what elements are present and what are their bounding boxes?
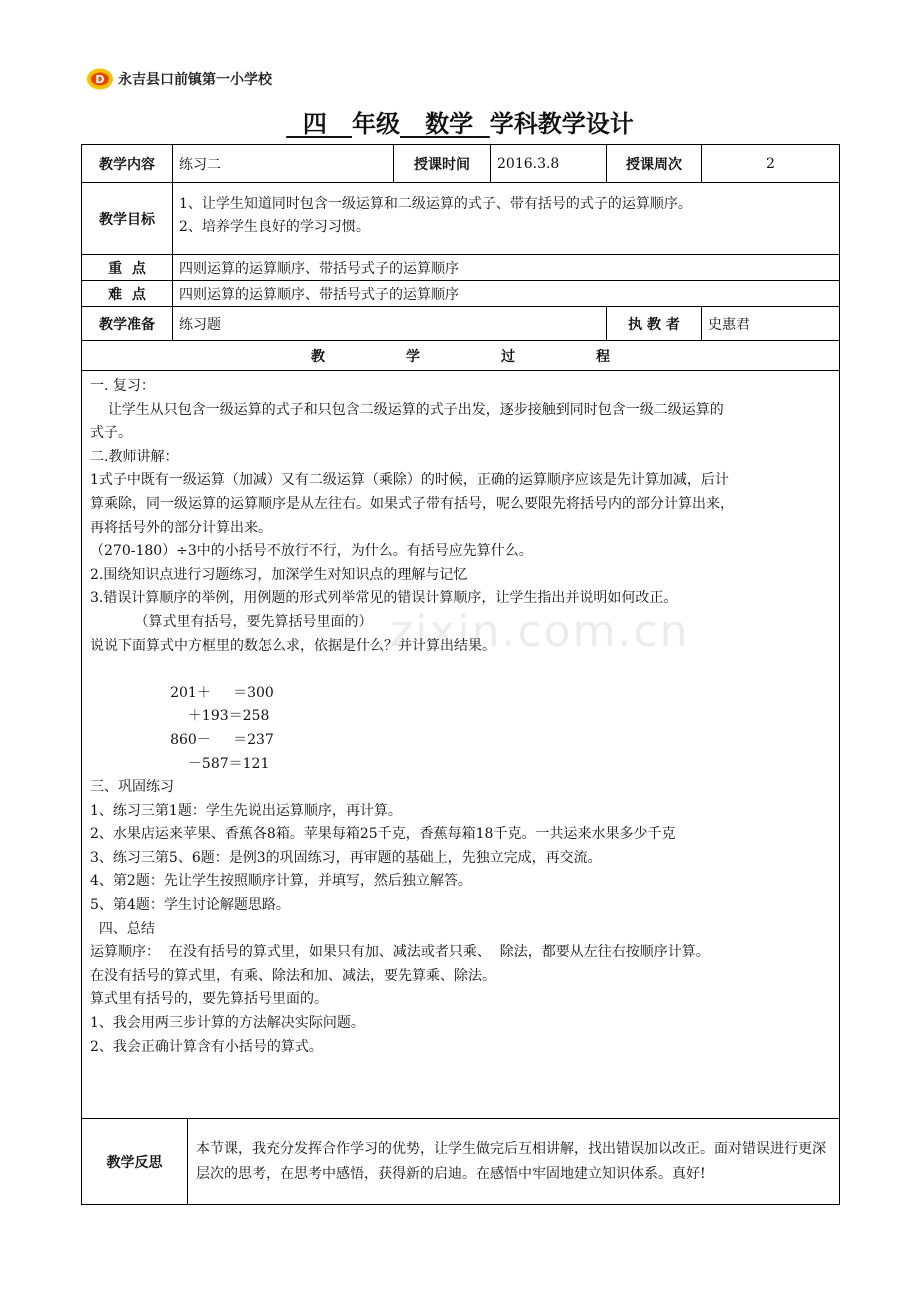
svg-text:D: D [95,73,105,86]
info-row-prep [82,307,840,341]
process-line: 二.教师讲解： [90,448,179,465]
reflection-label: 教学反思 [82,1119,188,1205]
time-value: 2016.3.8 [491,145,607,183]
title-subject: 数学 [425,110,474,138]
watermark: zixin.com.cn [390,606,690,657]
process-header-char: 程 [596,348,610,365]
lesson-plan-table [81,144,840,1205]
process-line: 让学生从只包含一级运算的式子和只包含二级运算的式子出发，逐步接触到同时包含一级二级运算的 [90,401,724,418]
process-line: （算式里有括号，要先算括号里面的） [90,613,373,630]
teacher-value: 史惠君 [702,307,840,341]
process-line: 2、水果店运来苹果、香蕉各8箱。苹果每箱25千克，香蕉每箱18千克。一共运来水果多少千克 [90,826,676,843]
process-line: 一. 复习： [90,378,155,394]
process-line: 再将括号外的部分计算出来。 [90,519,272,536]
process-body-row [82,371,840,1119]
process-line: 在没有括号的算式里，有乘、除法和加、减法，要先算乘、除法。 [90,967,496,984]
process-header-char: 过 [501,348,515,365]
process-line: 1式子中既有一级运算（加减）又有二级运算（乘除）的时候，正确的运算顺序应该是先计算加减，后计 [90,472,729,489]
process-line: （270-180）÷3中的小括号不放行不行，为什么。有括号应先算什么。 [90,543,533,560]
teacher-label: 执 教 者 [607,307,702,341]
goal-label: 教学目标 [82,183,173,255]
process-line: 1、练习三第1题：学生先说出运算顺序，再计算。 [90,802,402,819]
process-header-char: 教 [311,348,325,365]
title-grade: 四 [302,110,327,138]
process-header [82,341,840,371]
week-value: 2 [702,145,840,183]
process-line: 四、总结 [90,920,155,937]
process-line: 说说下面算式中方框里的数怎么求，依据是什么？并计算出结果。 [90,637,496,654]
prep-value: 练习题 [173,307,607,341]
time-label: 授课时间 [394,145,491,183]
week-label: 授课周次 [607,145,702,183]
info-row-goal [82,183,840,255]
school-header [86,64,272,94]
school-logo-icon [86,67,114,91]
goal-line: 1、让学生知道同时包含一级运算和二级运算的式子、带有括号的式子的运算顺序。 [179,196,692,212]
content-value: 练习二 [173,145,394,183]
equation-line: －587＝121 [90,755,270,772]
process-line: 4、第2题：先让学生按照顺序计算，并填写，然后独立解答。 [90,873,472,890]
process-line: 2.围绕知识点进行习题练习，加深学生对知识点的理解与记忆 [90,566,468,583]
goal-line: 2、培养学生良好的学习习惯。 [179,219,370,235]
process-line: 运算顺序： 在没有括号的算式里，如果只有加、减法或者只乘、 除法，都要从左往右按顺序计算。 [90,944,710,961]
process-line: 式子。 [90,425,132,442]
page-title [0,104,920,139]
process-header-char: 学 [406,348,420,365]
goal-value [173,183,840,255]
difficult-value: 四则运算的运算顺序、带括号式子的运算顺序 [173,281,840,307]
process-body [82,371,840,1119]
process-line: 2、我会正确计算含有小括号的算式。 [90,1038,323,1055]
info-row-1 [82,145,840,183]
equation-line: 201＋ ＝300 [90,684,274,701]
process-line: 算式里有括号的，要先算括号里面的。 [90,991,328,1008]
key-value: 四则运算的运算顺序、带括号式子的运算顺序 [173,255,840,281]
reflection-text: 本节课，我充分发挥合作学习的优势，让学生做完后互相讲解，找出错误加以改正。面对错误进行更深层次的思考，在思考中感悟，获得新的启迪。在感悟中牢固地建立知识体系。真好! [188,1119,840,1205]
reflection-row [82,1119,840,1205]
content-label: 教学内容 [82,145,173,183]
process-header-row [82,341,840,371]
process-line: 算乘除，同一级运算的运算顺序是从左往右。如果式子带有括号，呢么要限先将括号内的部分计算出来， [90,495,734,512]
process-line [90,658,833,682]
process-line: 1、我会用两三步计算的方法解决实际问题。 [90,1015,365,1032]
prep-label: 教学准备 [82,307,173,341]
school-name: 永吉县口前镇第一小学校 [118,72,272,88]
title-grade-suffix: 年级 [352,110,400,138]
process-line: 三、巩固练习 [90,779,174,796]
process-line: 3、练习三第5、6题：是例3的巩固练习，再审题的基础上，先独立完成，再交流。 [90,849,602,866]
info-row-difficult [82,281,840,307]
process-line: 3.错误计算顺序的举例，用例题的形式列举常见的错误计算顺序，让学生指出并说明如何改正。 [90,590,678,607]
equation-line: ＋193＝258 [90,708,270,725]
title-subject-suffix: 学科教学设计 [489,110,634,138]
process-line: 5、第4题：学生讨论解题思路。 [90,897,290,914]
difficult-label: 难 点 [82,281,173,307]
key-label: 重 点 [82,255,173,281]
info-row-key [82,255,840,281]
equation-line: 860－ ＝237 [90,731,274,748]
